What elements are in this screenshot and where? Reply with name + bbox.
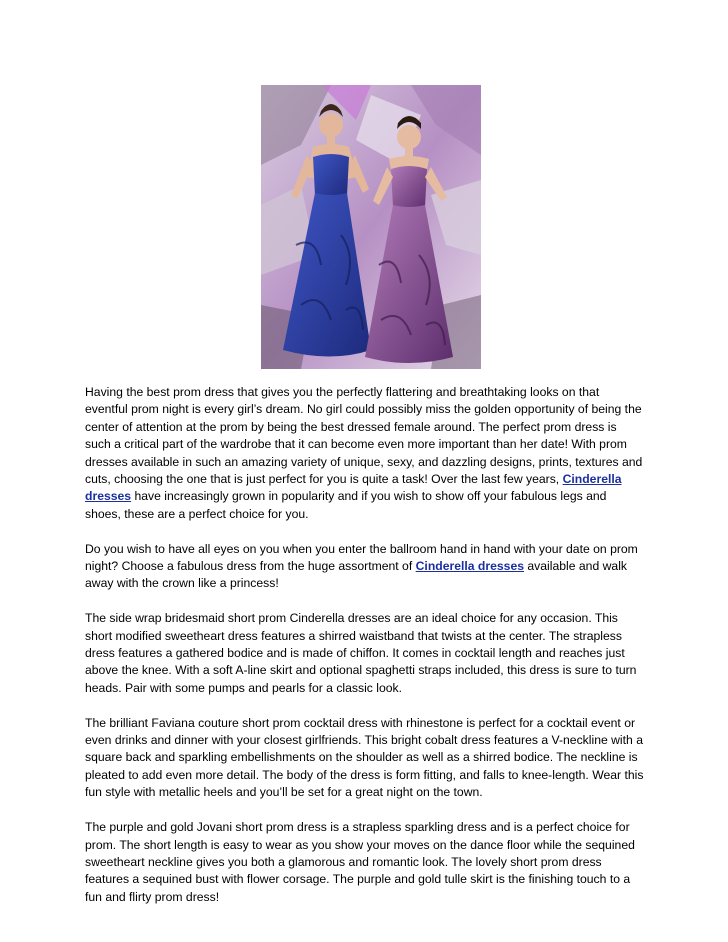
paragraph-eyes-on-you [85, 541, 645, 593]
paragraph-side-wrap: The side wrap bridesmaid short prom Cinderella dresses are an ideal choice for any occasion. This short modified sweetheart dress features a shirred waistband that twists at the center. The strapless dress features a gathered bodice and is made of chiffon. It comes in cocktail length and reaches just above the knee. With a soft A-line skirt and optional spaghetti straps included, this dress is sure to turn heads. Pair with some pumps and pearls for a classic look. [85, 611, 637, 695]
paragraph-text: have increasingly grown in popularity and if you wish to show off your fabulous legs and shoes, these are a perfect choice for you. [85, 489, 607, 521]
paragraph-faviana: The brilliant Faviana couture short prom cocktail dress with rhinestone is perfect for a cocktail event or even drinks and dinner with your closest girlfriends. This bright cobalt dress features a V-neckline with a square back and sparkling embellishments on the shoulder as well as a shirred bodice. The neckline is pleated to add even more detail. The body of the dress is form fitting, and falls to knee-length. Wear this fun style with metallic heels and you’ll be set for a great night on the town. [85, 715, 644, 800]
paragraph-text: available and walk away with the crown like a princess! [85, 559, 627, 591]
cinderella-dresses-link[interactable]: Cinderella dresses [85, 472, 622, 504]
prom-dress-illustration [261, 85, 481, 369]
prom-dress-photo [261, 85, 481, 369]
paragraph-jovani: The purple and gold Jovani short prom dress is a strapless sparkling dress and is a perfect choice for prom. The short length is easy to wear as you show your moves on the dance floor while the sequined sweetheart neckline gives you both a glamorous and romantic look. The lovely short prom dress features a sequined bust with flower corsage. The purple and gold tulle skirt is the finishing touch to a fun and flirty prom dress! [85, 820, 635, 904]
article-body [85, 384, 645, 924]
paragraph-text: Do you wish to have all eyes on you when you enter the ballroom hand in hand with your date on prom night? Choose a fabulous dress from the huge assortment of [85, 541, 638, 574]
paragraph-intro [85, 384, 645, 523]
cinderella-dresses-link[interactable]: Cinderella dresses [415, 559, 525, 574]
paragraph-text: Having the best prom dress that gives you the perfectly flattering and breathtaking looks on that eventful prom night is every girl’s dream. No girl could possibly miss the golden opportunity of being the center of attention at the prom by being the best dressed female around. The perfect prom dress is such a critical part of the wardrobe that it can become even more important than her date! With prom dresses available in such an amazing variety of unique, sexy, and dazzling designs, prints, textures and cuts, choosing the one that is just perfect for you is quite a task! Over the last few years, [85, 385, 643, 487]
